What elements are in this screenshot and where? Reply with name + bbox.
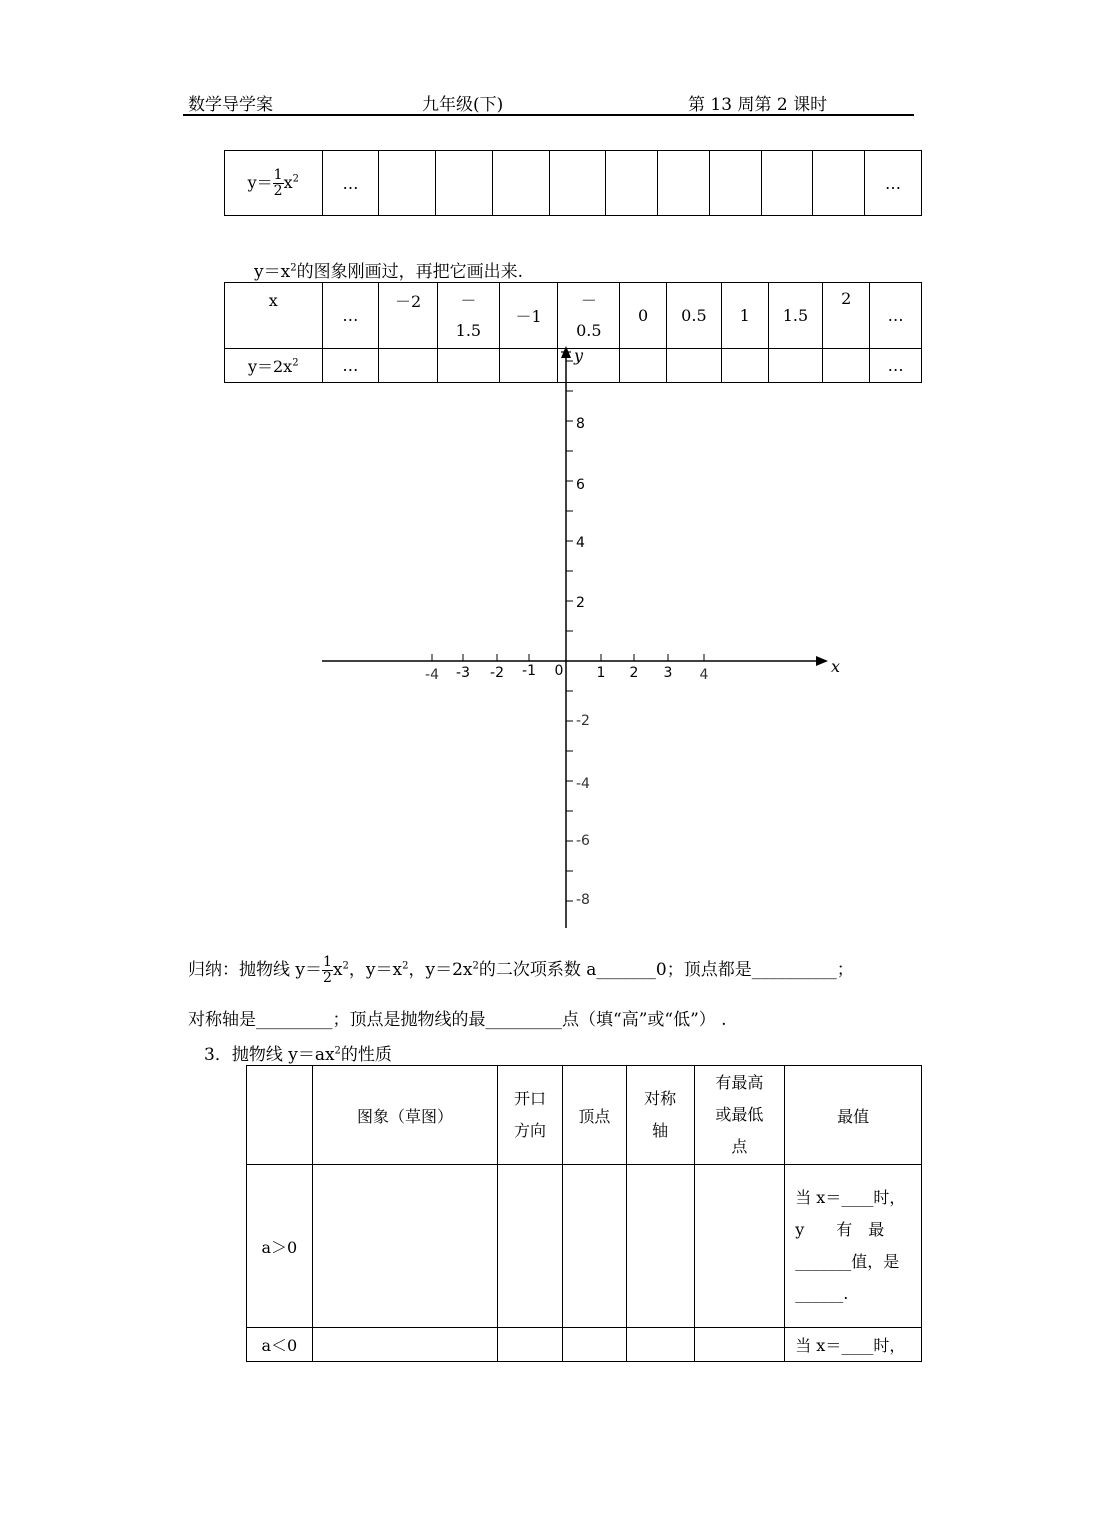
summary-line-2: 对称轴是_________；顶点是抛物线的最_________点（填“高”或“低”） . bbox=[188, 1010, 727, 1030]
cell-max-value[interactable]: 当 x＝____时， bbox=[785, 1328, 922, 1362]
cell[interactable] bbox=[562, 1328, 626, 1362]
x-cell: … bbox=[322, 283, 379, 349]
x-tick-label: 3 bbox=[663, 665, 673, 681]
x-tick-label: -3 bbox=[456, 665, 470, 681]
cell-graph[interactable] bbox=[312, 1165, 497, 1328]
cell[interactable] bbox=[626, 1328, 694, 1362]
y-tick-label: 6 bbox=[576, 477, 585, 493]
cell-graph[interactable] bbox=[312, 1328, 497, 1362]
header-cell bbox=[247, 1066, 313, 1165]
y-cell: … bbox=[322, 349, 379, 383]
fraction: $\frac{1}{2}$ bbox=[323, 954, 332, 986]
x-cell: 1 bbox=[721, 283, 768, 349]
header-cell: 图象（草图） bbox=[312, 1066, 497, 1165]
x-tick-label: -2 bbox=[490, 665, 504, 681]
x-cell: 2 bbox=[823, 283, 870, 349]
x-tick-label: 4 bbox=[699, 667, 709, 683]
x-cell: 1.5 bbox=[768, 283, 823, 349]
cell[interactable] bbox=[562, 1165, 626, 1328]
y-label: $y=2x^2$ bbox=[225, 349, 323, 383]
row-label-half: y＝ $\frac{1}{2}$ $x^2$ bbox=[225, 151, 323, 216]
x-arrow-head bbox=[816, 656, 828, 666]
table-header-row bbox=[247, 1066, 922, 1165]
header-right: 第 13 周第 2 课时 bbox=[688, 95, 828, 115]
section-3-title: 3．抛物线 $y=ax^2$的性质 bbox=[204, 1045, 392, 1065]
cell: … bbox=[322, 151, 379, 216]
x-tick-label: -4 bbox=[425, 667, 439, 683]
header-left: 数学导学案 bbox=[188, 95, 273, 115]
cell[interactable] bbox=[694, 1165, 785, 1328]
header-cell: 最值 bbox=[785, 1066, 922, 1165]
header-cell: 开口 方向 bbox=[498, 1066, 563, 1165]
y-tick-label: 2 bbox=[576, 595, 585, 611]
header-center: 九年级(下) bbox=[422, 95, 504, 115]
row-label: a＜0 bbox=[247, 1328, 313, 1362]
cell[interactable] bbox=[498, 1165, 563, 1328]
cell: … bbox=[865, 151, 922, 216]
table-row bbox=[247, 1165, 922, 1328]
x-tick-label: 1 bbox=[596, 665, 606, 681]
header-cell: 有最高 或最低 点 bbox=[694, 1066, 785, 1165]
header-cell: 对称 轴 bbox=[626, 1066, 694, 1165]
header-cell: 顶点 bbox=[562, 1066, 626, 1165]
y-tick-label: 4 bbox=[576, 535, 585, 551]
x-cell: － 1.5 bbox=[437, 283, 499, 349]
y-cell: … bbox=[870, 349, 922, 383]
x-cell: 0.5 bbox=[667, 283, 722, 349]
y-tick-label: -6 bbox=[576, 833, 590, 849]
x-label: x bbox=[225, 283, 323, 349]
x-tick-label: 2 bbox=[629, 665, 639, 681]
table-row bbox=[247, 1328, 922, 1362]
summary-line-1: 归纳：抛物线 y＝ $\frac{1}{2}$ $x^2$，$y=x^2$，$y=2x^2$的二次项系数 a_______0；顶点都是__________； bbox=[188, 954, 854, 986]
x-axis-label: x bbox=[831, 657, 841, 676]
cell[interactable] bbox=[498, 1328, 563, 1362]
note-yx2: $y=x^2$的图象刚画过，再把它画出来. bbox=[254, 262, 523, 282]
x-cell: 0 bbox=[620, 283, 667, 349]
x-cell: … bbox=[870, 283, 922, 349]
axis-lines bbox=[322, 346, 828, 928]
axis-ticks bbox=[432, 361, 704, 901]
row-label: a＞0 bbox=[247, 1165, 313, 1328]
y-tick-label: -4 bbox=[576, 776, 590, 792]
y-axis-label: y bbox=[574, 346, 584, 365]
x-cell: －1 bbox=[499, 283, 558, 349]
y-tick-label: -2 bbox=[576, 713, 590, 729]
x-cell: －2 bbox=[379, 283, 438, 349]
cell-max-value[interactable]: 当 x＝____时， y 有 最 _______值，是 ______. bbox=[785, 1165, 922, 1328]
x-cell: － 0.5 bbox=[558, 283, 620, 349]
y-tick-label: 8 bbox=[576, 416, 585, 432]
properties-table bbox=[246, 1065, 922, 1362]
x-tick-label: -1 bbox=[522, 663, 536, 679]
y-tick-label: -8 bbox=[576, 892, 590, 908]
origin-label: 0 bbox=[554, 663, 564, 679]
cell[interactable] bbox=[694, 1328, 785, 1362]
cell[interactable] bbox=[626, 1165, 694, 1328]
fraction: $\frac{1}{2}$ bbox=[273, 166, 283, 199]
